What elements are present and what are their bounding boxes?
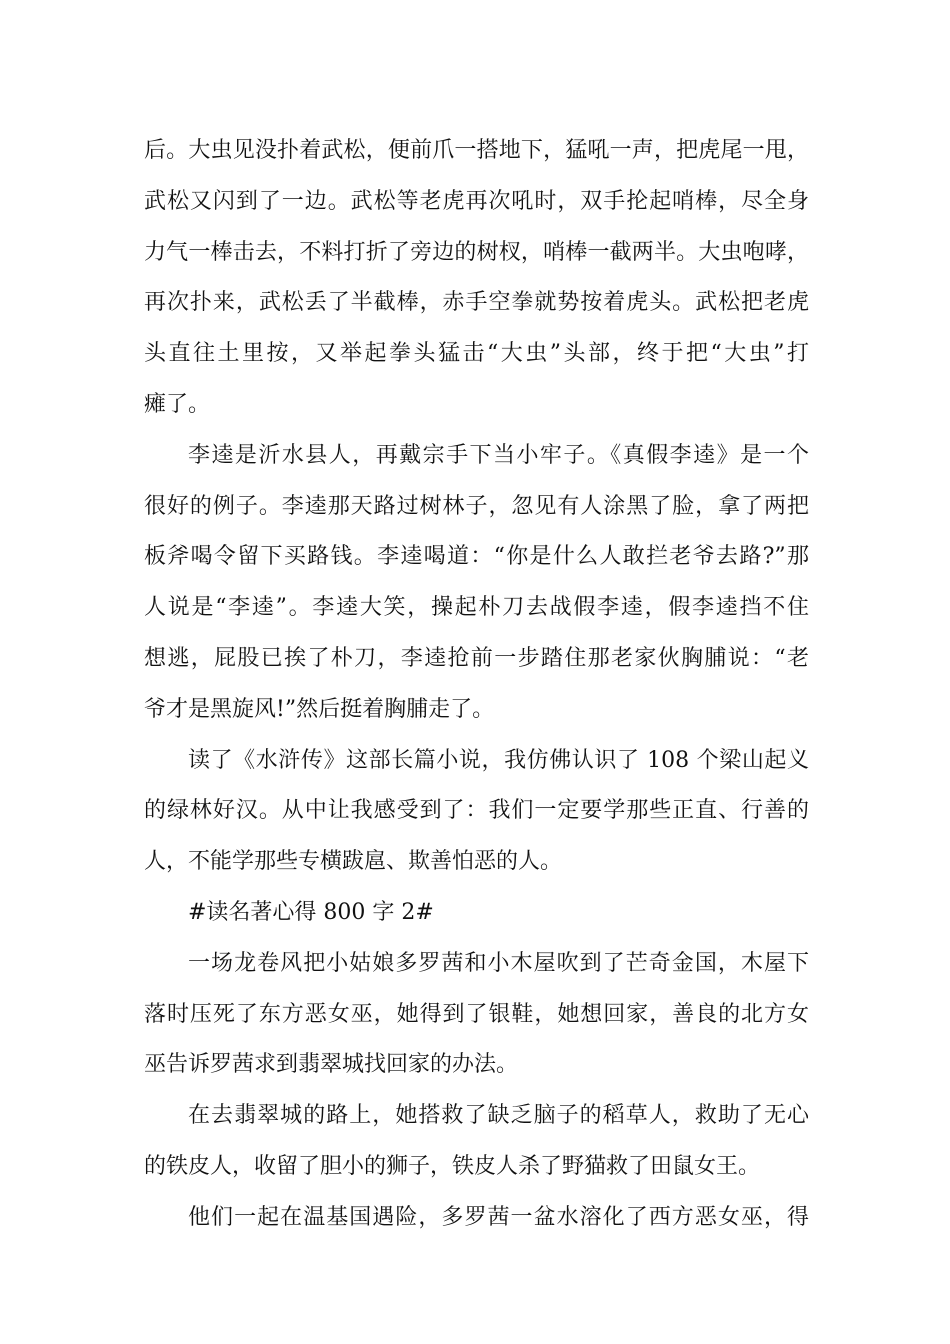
text-line: 想逃，屁股已挨了朴刀，李逵抢前一步踏住那老家伙胸脯说：“老 <box>144 645 809 671</box>
paragraph-first-line: 读了《水浒传》这部长篇小说，我仿佛认识了 108 个梁山起义 <box>188 747 809 773</box>
text-line: 再次扑来，武松丢了半截棒，赤手空拳就势按着虎头。武松把老虎 <box>144 290 809 316</box>
text-line: 的绿林好汉。从中让我感受到了：我们一定要学那些正直、行善的 <box>144 798 809 824</box>
paragraph-first-line: 在去翡翠城的路上，她搭救了缺乏脑子的稻草人，救助了无心 <box>188 1103 809 1129</box>
text-line: 后。大虫见没扑着武松，便前爪一搭地下，猛吼一声，把虎尾一甩， <box>144 138 809 163</box>
text-line: 人说是“李逵”。李逵大笑，操起朴刀去战假李逵，假李逵挡不住 <box>144 595 809 621</box>
section-heading: #读名著心得 800 字 2# <box>188 899 434 925</box>
text-line: 的铁皮人，收留了胆小的狮子，铁皮人杀了野猫救了田鼠女王。 <box>144 1153 761 1179</box>
text-line: 武松又闪到了一边。武松等老虎再次吼时，双手抡起哨棒，尽全身 <box>144 188 809 214</box>
text-line: 落时压死了东方恶女巫，她得到了银鞋，她想回家，善良的北方女 <box>144 1001 809 1027</box>
text-line: 瘫了。 <box>144 391 211 417</box>
text-line: 头直往土里按，又举起拳头猛击“大虫”头部，终于把“大虫”打 <box>144 341 809 367</box>
text-line: 巫告诉罗茜求到翡翠城找回家的办法。 <box>144 1052 519 1078</box>
paragraph-first-line: 李逵是沂水县人，再戴宗手下当小牢子。《真假李逵》是一个 <box>188 442 809 468</box>
text-line: 力气一棒击去，不料打折了旁边的树杈，哨棒一截两半。大虫咆哮， <box>144 239 809 265</box>
document-body <box>144 129 809 1247</box>
text-line: 爷才是黑旋风!”然后挺着胸脯走了。 <box>144 696 495 722</box>
text-line: 板斧喝令留下买路钱。李逵喝道：“你是什么人敢拦老爷去路?”那 <box>144 544 809 570</box>
paragraph-first-line: 他们一起在温基国遇险，多罗茜一盆水溶化了西方恶女巫，得 <box>188 1204 809 1230</box>
text-line: 很好的例子。李逵那天路过树林子，忽见有人涂黑了脸，拿了两把 <box>144 493 809 519</box>
paragraph-first-line: 一场龙卷风把小姑娘多罗茜和小木屋吹到了芒奇金国，木屋下 <box>188 950 809 976</box>
text-line: 人，不能学那些专横跋扈、欺善怕恶的人。 <box>144 849 563 875</box>
